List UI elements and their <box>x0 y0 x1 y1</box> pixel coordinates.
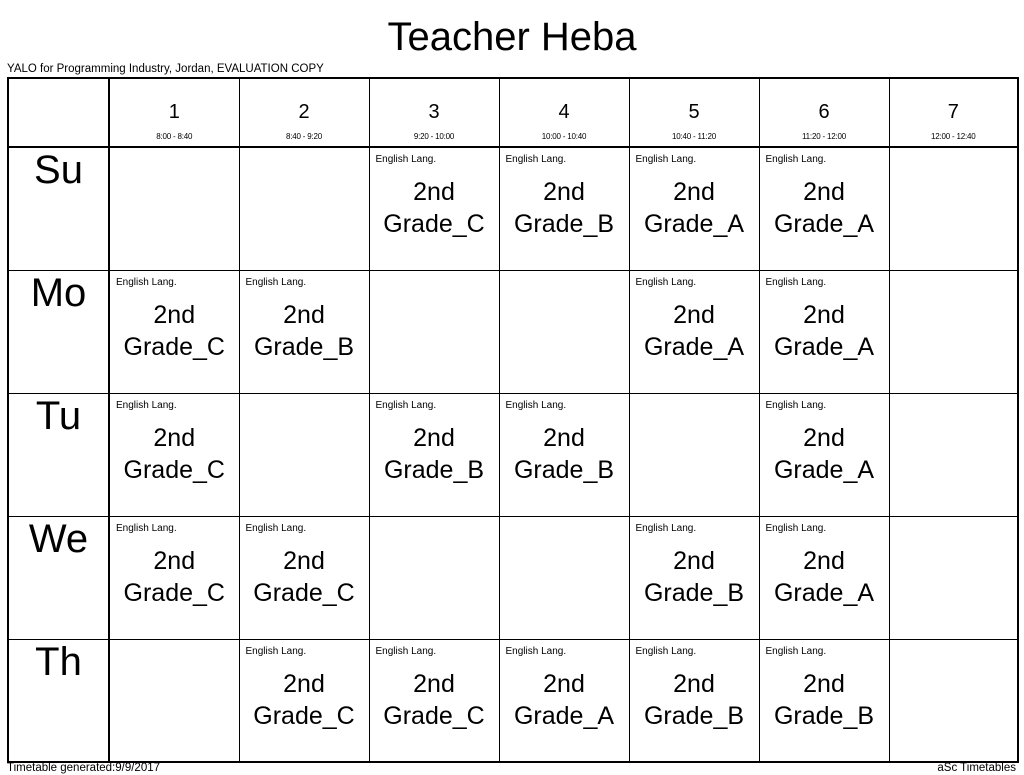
lesson-subject: English Lang. <box>635 522 697 534</box>
lesson-subject: English Lang. <box>245 645 307 657</box>
lesson-class-line1: 2nd <box>413 178 455 206</box>
day-label: Su <box>8 147 109 270</box>
lesson-class <box>630 668 759 732</box>
day-row-th <box>8 639 1018 762</box>
day-row-tu <box>8 393 1018 516</box>
lesson-subject: English Lang. <box>375 399 437 411</box>
period-time: 11:20 - 12:00 <box>802 132 846 141</box>
empty-cell <box>369 516 499 639</box>
empty-cell <box>889 270 1018 393</box>
lesson-class-line2: Grade_C <box>123 455 225 484</box>
lesson-class <box>240 299 369 363</box>
lesson-subject: English Lang. <box>635 645 697 657</box>
lesson-cell <box>239 639 369 762</box>
lesson-cell <box>239 270 369 393</box>
lesson-class <box>240 545 369 609</box>
lesson-class <box>760 176 889 240</box>
lesson-class <box>760 668 889 732</box>
lesson-class-line2: Grade_A <box>773 578 875 607</box>
lesson-class-line2: Grade_A <box>773 455 875 484</box>
lesson-class-line2: Grade_A <box>773 210 875 238</box>
lesson-cell <box>499 393 629 516</box>
period-time: 9:20 - 10:00 <box>413 132 455 141</box>
lesson-class-line2: Grade_B <box>643 578 745 607</box>
period-number: 4 <box>558 101 570 123</box>
lesson-subject: English Lang. <box>635 276 697 288</box>
empty-cell <box>889 516 1018 639</box>
period-header-3 <box>369 78 499 147</box>
lesson-cell <box>629 516 759 639</box>
lesson-cell <box>239 516 369 639</box>
lesson-cell <box>759 516 889 639</box>
lesson-class <box>760 299 889 363</box>
period-time: 10:40 - 11:20 <box>672 132 716 141</box>
period-time: 12:00 - 12:40 <box>930 132 976 141</box>
lesson-class-line2: Grade_C <box>383 210 485 238</box>
lesson-class-line1: 2nd <box>283 546 325 575</box>
lesson-cell <box>499 147 629 270</box>
empty-cell <box>239 393 369 516</box>
lesson-class <box>760 422 889 486</box>
lesson-class <box>110 299 239 363</box>
lesson-cell <box>759 639 889 762</box>
period-number: 3 <box>428 101 440 123</box>
lesson-subject: English Lang. <box>505 645 567 657</box>
lesson-subject: English Lang. <box>765 399 827 411</box>
license-note: YALO for Programming Industry, Jordan, EVALUATION COPY <box>7 63 324 75</box>
lesson-class-line1: 2nd <box>803 178 845 206</box>
period-header-7 <box>889 78 1018 147</box>
empty-cell <box>369 270 499 393</box>
lesson-class <box>630 176 759 240</box>
lesson-subject: English Lang. <box>116 276 177 288</box>
lesson-class <box>500 422 629 486</box>
empty-cell <box>499 270 629 393</box>
day-label: Mo <box>8 270 109 393</box>
lesson-cell <box>499 639 629 762</box>
lesson-class-line1: 2nd <box>283 669 325 698</box>
period-number: 2 <box>298 101 310 123</box>
empty-cell <box>889 393 1018 516</box>
lesson-subject: English Lang. <box>505 154 567 165</box>
lesson-subject: English Lang. <box>245 522 307 534</box>
lesson-subject: English Lang. <box>765 154 827 165</box>
empty-cell <box>109 639 239 762</box>
lesson-class-line1: 2nd <box>673 178 715 206</box>
period-time: 10:00 - 10:40 <box>541 132 587 141</box>
lesson-class-line2: Grade_B <box>643 701 745 730</box>
timetable-grid <box>7 77 1019 763</box>
lesson-class <box>370 176 499 240</box>
period-header-1 <box>109 78 239 147</box>
lesson-class <box>370 668 499 732</box>
lesson-subject: English Lang. <box>375 645 437 657</box>
lesson-class-line1: 2nd <box>673 669 715 698</box>
lesson-class-line1: 2nd <box>413 423 455 452</box>
day-row-we <box>8 516 1018 639</box>
lesson-cell <box>369 639 499 762</box>
lesson-cell <box>109 516 239 639</box>
lesson-subject: English Lang. <box>505 399 567 411</box>
period-header-row <box>8 78 1018 147</box>
lesson-class-line1: 2nd <box>283 300 325 329</box>
empty-cell <box>109 147 239 270</box>
lesson-class-line2: Grade_B <box>773 701 875 730</box>
empty-cell <box>499 516 629 639</box>
lesson-cell <box>109 270 239 393</box>
lesson-class-line2: Grade_A <box>643 210 745 238</box>
lesson-class-line1: 2nd <box>803 423 845 452</box>
lesson-class-line2: Grade_B <box>513 455 615 484</box>
lesson-class-line1: 2nd <box>543 423 585 452</box>
lesson-class-line1: 2nd <box>803 546 845 575</box>
lesson-class-line1: 2nd <box>153 423 196 452</box>
lesson-class <box>500 668 629 732</box>
corner-cell <box>8 78 109 147</box>
lesson-subject: English Lang. <box>245 276 307 288</box>
lesson-cell <box>629 270 759 393</box>
lesson-class-line2: Grade_C <box>253 701 355 730</box>
lesson-cell <box>629 639 759 762</box>
lesson-cell <box>369 147 499 270</box>
lesson-class <box>240 668 369 732</box>
lesson-class-line1: 2nd <box>673 300 715 329</box>
lesson-class-line2: Grade_C <box>123 332 225 361</box>
lesson-subject: English Lang. <box>375 154 437 165</box>
lesson-class-line2: Grade_C <box>253 578 355 607</box>
lesson-class <box>630 545 759 609</box>
day-label: Tu <box>8 393 109 516</box>
period-time: 8:00 - 8:40 <box>156 132 193 141</box>
lesson-class <box>110 545 239 609</box>
lesson-class <box>630 299 759 363</box>
lesson-class-line2: Grade_B <box>383 455 485 484</box>
lesson-class-line2: Grade_B <box>513 210 615 238</box>
lesson-class-line2: Grade_C <box>383 701 485 730</box>
lesson-cell <box>759 270 889 393</box>
period-time: 8:40 - 9:20 <box>285 132 323 141</box>
lesson-class-line1: 2nd <box>543 669 585 698</box>
day-label: We <box>8 516 109 639</box>
lesson-class <box>110 422 239 486</box>
lesson-class <box>370 422 499 486</box>
lesson-subject: English Lang. <box>765 645 827 657</box>
period-number: 7 <box>947 101 959 123</box>
lesson-class-line2: Grade_A <box>773 332 875 361</box>
empty-cell <box>629 393 759 516</box>
empty-cell <box>889 639 1018 762</box>
lesson-subject: English Lang. <box>116 399 177 411</box>
lesson-class-line1: 2nd <box>413 669 455 698</box>
period-number: 5 <box>688 101 700 123</box>
lesson-cell <box>109 393 239 516</box>
lesson-class-line1: 2nd <box>153 546 196 575</box>
lesson-subject: English Lang. <box>635 154 697 165</box>
generated-date: Timetable generated:9/9/2017 <box>7 762 161 774</box>
period-number: 6 <box>818 101 830 123</box>
lesson-subject: English Lang. <box>116 522 177 534</box>
day-row-su <box>8 147 1018 270</box>
lesson-cell <box>629 147 759 270</box>
period-number: 1 <box>168 101 180 123</box>
software-credit: aSc Timetables <box>937 762 1016 774</box>
lesson-subject: English Lang. <box>765 276 827 288</box>
lesson-class-line1: 2nd <box>803 669 845 698</box>
lesson-class-line2: Grade_A <box>513 701 615 730</box>
lesson-class-line1: 2nd <box>673 546 715 575</box>
lesson-cell <box>759 393 889 516</box>
lesson-cell <box>759 147 889 270</box>
day-row-mo <box>8 270 1018 393</box>
period-header-6 <box>759 78 889 147</box>
period-header-2 <box>239 78 369 147</box>
lesson-class <box>760 545 889 609</box>
period-header-4 <box>499 78 629 147</box>
lesson-class-line1: 2nd <box>153 300 196 329</box>
page-title: Teacher Heba <box>387 15 637 59</box>
lesson-subject: English Lang. <box>765 522 827 534</box>
lesson-class-line2: Grade_B <box>253 332 355 361</box>
day-label: Th <box>8 639 109 762</box>
lesson-class-line2: Grade_A <box>643 332 745 361</box>
lesson-class-line1: 2nd <box>803 300 845 329</box>
lesson-class <box>500 176 629 240</box>
lesson-class-line1: 2nd <box>543 178 585 206</box>
lesson-class-line2: Grade_C <box>123 578 225 607</box>
lesson-cell <box>369 393 499 516</box>
empty-cell <box>239 147 369 270</box>
empty-cell <box>889 147 1018 270</box>
period-header-5 <box>629 78 759 147</box>
